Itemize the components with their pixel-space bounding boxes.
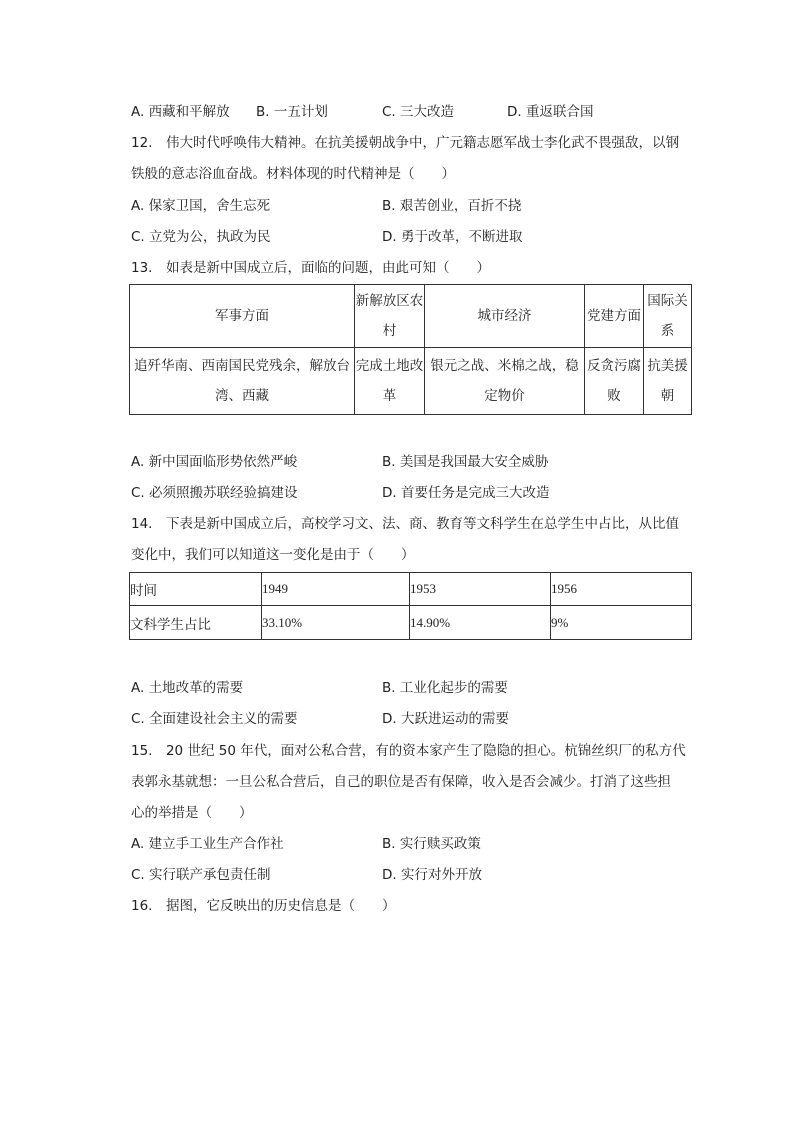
q15-stem-line1: 15. 20 世纪 50 年代，面对公私合营，有的资本家产生了隐隐的担心。杭锦丝织厂的私方代 [131, 743, 686, 759]
q13-cell-international: 抗美援朝 [644, 348, 692, 415]
q12-stem-line1: 12. 伟大时代呼唤伟大精神。在抗美援朝战争中，广元籍志愿军战士李化武不畏强敌，以钢 [131, 135, 679, 151]
q13-option-b[interactable]: B. 美国是我国最大安全威胁 [382, 454, 549, 470]
q14-option-d[interactable]: D. 大跃进运动的需要 [382, 711, 509, 727]
q14-cell-ratio-label: 文科学生占比 [130, 606, 262, 640]
q15-option-d[interactable]: D. 实行对外开放 [382, 867, 482, 883]
q11-option-b[interactable]: B. 一五计划 [256, 104, 328, 120]
q14-row-ratio [130, 606, 692, 640]
q13-cell-party-building: 反贪污腐败 [585, 348, 644, 415]
q13-option-a[interactable]: A. 新中国面临形势依然严峻 [131, 454, 298, 470]
q13-option-c[interactable]: C. 必须照搬苏联经验搞建设 [131, 485, 298, 501]
q14-cell-time-label: 时间 [130, 573, 262, 606]
q16-stem: 16. 据图，它反映出的历史信息是（ ） [131, 898, 396, 914]
q11-option-c[interactable]: C. 三大改造 [382, 104, 455, 120]
q13-header-party-building: 党建方面 [585, 285, 644, 348]
q14-stem-line1: 14. 下表是新中国成立后，高校学习文、法、商、教育等文科学生在总学生中占比，从比值 [131, 516, 679, 532]
q13-table [129, 284, 692, 415]
q11-option-a[interactable]: A. 西藏和平解放 [131, 104, 230, 120]
q12-option-a[interactable]: A. 保家卫国，舍生忘死 [131, 198, 271, 214]
q14-cell-year-1953: 1953 [410, 573, 551, 606]
q15-stem-line3: 心的举措是（ ） [131, 805, 253, 821]
q14-cell-ratio-1956: 9% [551, 606, 692, 640]
q14-option-c[interactable]: C. 全面建设社会主义的需要 [131, 711, 298, 727]
q11-option-d[interactable]: D. 重返联合国 [507, 104, 594, 120]
q14-cell-ratio-1949: 33.10% [262, 606, 410, 640]
q14-cell-year-1949: 1949 [262, 573, 410, 606]
q13-header-urban-economy: 城市经济 [425, 285, 585, 348]
q13-cell-urban-economy: 银元之战、米棉之战，稳定物价 [425, 348, 585, 415]
q12-option-b[interactable]: B. 艰苦创业，百折不挠 [382, 198, 522, 214]
q13-header-row [130, 285, 692, 348]
q14-table [129, 572, 692, 640]
q14-cell-ratio-1953: 14.90% [410, 606, 551, 640]
q12-option-d[interactable]: D. 勇于改革，不断进取 [382, 229, 523, 245]
q15-option-a[interactable]: A. 建立手工业生产合作社 [131, 836, 284, 852]
q13-option-d[interactable]: D. 首要任务是完成三大改造 [382, 485, 550, 501]
q14-stem-line2: 变化中，我们可以知道这一变化是由于（ ） [131, 547, 415, 563]
q13-stem: 13. 如表是新中国成立后，面临的问题，由此可知（ ） [131, 260, 490, 276]
q13-data-row [130, 348, 692, 415]
q15-option-c[interactable]: C. 实行联产承包责任制 [131, 867, 271, 883]
q15-stem-line2: 表郭永基就想：一旦公私合营后，自己的职位是否有保障，收入是否会减少。打消了这些担 [131, 774, 671, 790]
q15-option-b[interactable]: B. 实行赎买政策 [382, 836, 481, 852]
q13-cell-rural: 完成土地改革 [355, 348, 425, 415]
q14-option-a[interactable]: A. 土地改革的需要 [131, 680, 244, 696]
q13-cell-military: 追歼华南、西南国民党残余，解放台湾、西藏 [130, 348, 355, 415]
q14-cell-year-1956: 1956 [551, 573, 692, 606]
q14-row-time [130, 573, 692, 606]
q13-header-international: 国际关系 [644, 285, 692, 348]
q12-stem-line2: 铁般的意志浴血奋战。材料体现的时代精神是（ ） [131, 166, 455, 182]
q13-header-military: 军事方面 [130, 285, 355, 348]
q13-header-rural: 新解放区农村 [355, 285, 425, 348]
q14-option-b[interactable]: B. 工业化起步的需要 [382, 680, 508, 696]
q12-option-c[interactable]: C. 立党为公，执政为民 [131, 229, 271, 245]
